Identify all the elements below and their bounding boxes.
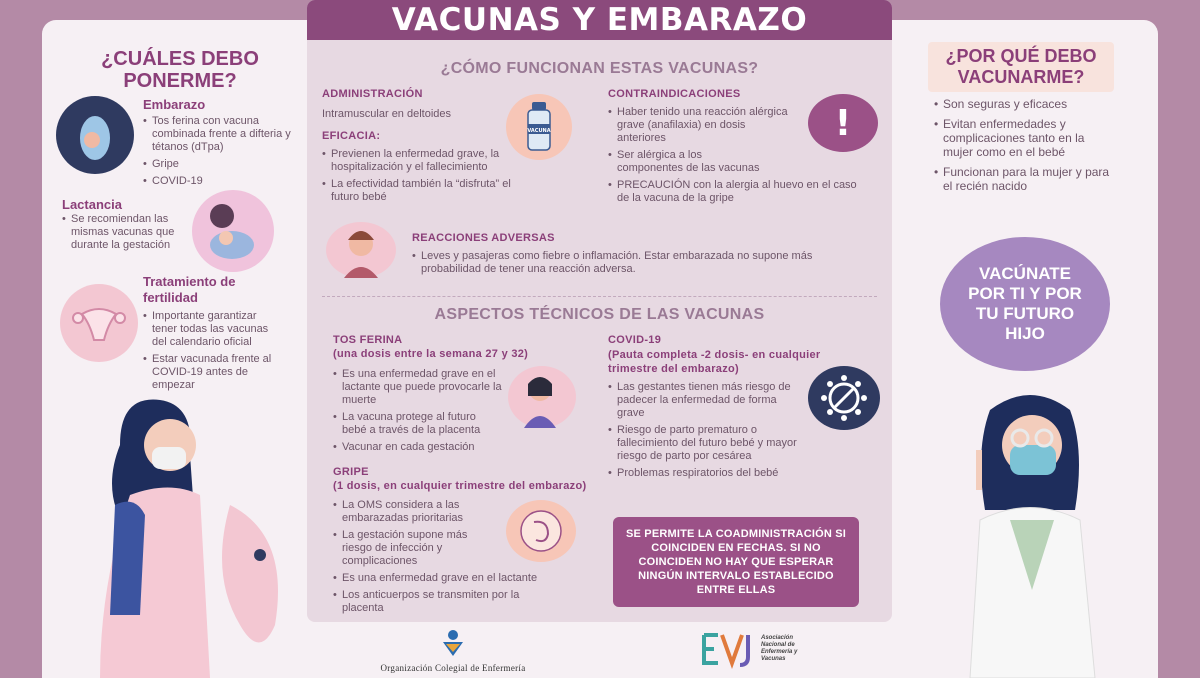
org2-logo: [700, 627, 830, 671]
embarazo-heading: Embarazo: [143, 97, 206, 112]
right-title: ¿POR QUÉ DEBO VACUNARME?: [945, 46, 1097, 87]
org2-name: Asociación Nacional de Enfermería y Vacunas: [761, 635, 798, 662]
pregnant-woman-illustration: [60, 385, 300, 678]
list-item: • Ser alérgica a los componentes de las vacunas: [608, 149, 768, 175]
headache-icon: [326, 222, 396, 278]
covid-list: [608, 381, 803, 484]
reacciones-list: [412, 250, 862, 280]
tech-title: ASPECTOS TÉCNICOS DE LAS VACUNAS: [434, 306, 765, 323]
lactancia-heading: Lactancia: [62, 197, 122, 212]
list-item: • La gestación supone más riesgo de infección y complicaciones: [333, 529, 483, 568]
list-item: • Las gestantes tienen más riesgo de padecer la enfermedad de forma grave: [608, 381, 803, 420]
anenvac-emblem-icon: [700, 629, 756, 669]
gripe-sub: (1 dosis, en cualquier trimestre del embarazo): [333, 480, 587, 492]
list-item: • COVID-19: [143, 175, 305, 188]
lactancia-icon: [192, 190, 274, 272]
virus-icon: [808, 366, 880, 430]
cta-badge: [940, 237, 1110, 371]
cta-text: VACÚNATE POR TI Y POR TU FUTURO HIJO: [968, 264, 1082, 343]
nurse-illustration: [950, 390, 1110, 678]
coadmin-box: [613, 517, 859, 607]
administracion-text: Intramuscular en deltoides: [322, 108, 452, 120]
list-item: • Es una enfermedad grave en el lactante: [333, 572, 573, 585]
tos-ferina-sub: (una dosis entre la semana 27 y 32): [333, 348, 529, 360]
gripe-label: GRIPE: [333, 466, 369, 478]
list-item: • Es una enfermedad grave en el lactante que puede provocarle la muerte: [333, 368, 503, 407]
exclamation-icon: !: [834, 102, 852, 144]
org1-emblem-icon: [438, 628, 468, 658]
fertilidad-list: [143, 310, 283, 396]
reacciones-label: REACCIONES ADVERSAS: [412, 232, 555, 244]
vial-label: VACUNA: [527, 128, 551, 134]
list-item: • La vacuna protege al futuro bebé a través de la placenta: [333, 411, 503, 437]
fertilidad-heading: Tratamiento de fertilidad: [143, 274, 236, 305]
list-item: • Vacunar en cada gestación: [333, 441, 503, 454]
list-item: • Funcionan para la mujer y para el recién nacido: [934, 165, 1114, 193]
right-list: [934, 97, 1114, 197]
cough-icon: [508, 366, 576, 428]
fetus-icon: [506, 500, 576, 562]
eficacia-list: [322, 148, 522, 208]
fertilidad-icon: [60, 284, 138, 362]
list-item: • Previenen la enfermedad grave, la hospitalización y el fallecimiento: [322, 148, 522, 174]
list-item: • Gripe: [143, 158, 305, 171]
org1-logo: [368, 628, 538, 673]
embarazo-list: [143, 115, 305, 192]
lactancia-list: [62, 213, 192, 256]
list-item: • Tos ferina con vacuna combinada frente a difteria y tétanos (dTpa): [143, 115, 305, 154]
warning-icon: [808, 94, 878, 152]
eficacia-label: EFICACIA:: [322, 130, 381, 142]
covid-sub: (Pauta completa -2 dosis- en cualquier trimestre del embarazo): [608, 349, 821, 375]
list-item: • Problemas respiratorios del bebé: [608, 467, 803, 480]
contraindicaciones-label: CONTRAINDICACIONES: [608, 88, 741, 100]
left-title: ¿CUÁLES DEBO PONERME?: [101, 48, 259, 92]
list-item: • Riesgo de parto prematuro o fallecimiento del futuro bebé y mayor riesgo de parto por cesárea: [608, 424, 803, 463]
vaccine-vial-icon: [506, 94, 572, 160]
list-item: • La efectividad también la “disfruta” el futuro bebé: [322, 178, 522, 204]
list-item: • PRECAUCIÓN con la alergia al huevo en el caso de la vacuna de la gripe: [608, 179, 858, 205]
list-item: • La OMS considera a las embarazadas prioritarias: [333, 499, 483, 525]
divider: [322, 296, 877, 297]
page-title: VACUNAS Y EMBARAZO: [391, 2, 808, 38]
tos-ferina-list: [333, 368, 503, 458]
list-item: • Haber tenido una reacción alérgica grave (anafilaxia) en dosis anteriores: [608, 106, 788, 145]
how-title: ¿CÓMO FUNCIONAN ESTAS VACUNAS?: [440, 60, 759, 77]
list-item: • Son seguras y eficaces: [934, 97, 1114, 111]
tos-ferina-label: TOS FERINA: [333, 334, 403, 346]
list-item: • Evitan enfermedades y complicaciones tanto en la mujer como en el bebé: [934, 117, 1114, 159]
administracion-label: ADMINISTRACIÓN: [322, 88, 423, 100]
list-item: • Los anticuerpos se transmiten por la placenta: [333, 589, 553, 615]
org1-name: Organización Colegial de Enfermería: [380, 663, 526, 673]
list-item: • Estar vacunada frente al COVID-19 antes de empezar: [143, 353, 283, 392]
coadmin-text: SE PERMITE LA COADMINISTRACIÓN SI COINCIDEN EN FECHAS. SI NO COINCIDEN NO HAY QUE ESPERAR NINGÚN INTERVALO ESTABLECIDO ENTRE ELLAS: [625, 528, 847, 596]
list-item: • Se recomiendan las mismas vacunas que durante la gestación: [62, 213, 192, 252]
embarazo-icon: [56, 96, 134, 174]
list-item: • Importante garantizar tener todas las vacunas del calendario oficial: [143, 310, 283, 349]
title-bar: [307, 0, 892, 40]
covid-label: COVID-19: [608, 334, 662, 346]
list-item: • Leves y pasajeras como fiebre o inflamación. Estar embarazada no supone más probabilidad de tener una reacción adversa.: [412, 250, 862, 276]
